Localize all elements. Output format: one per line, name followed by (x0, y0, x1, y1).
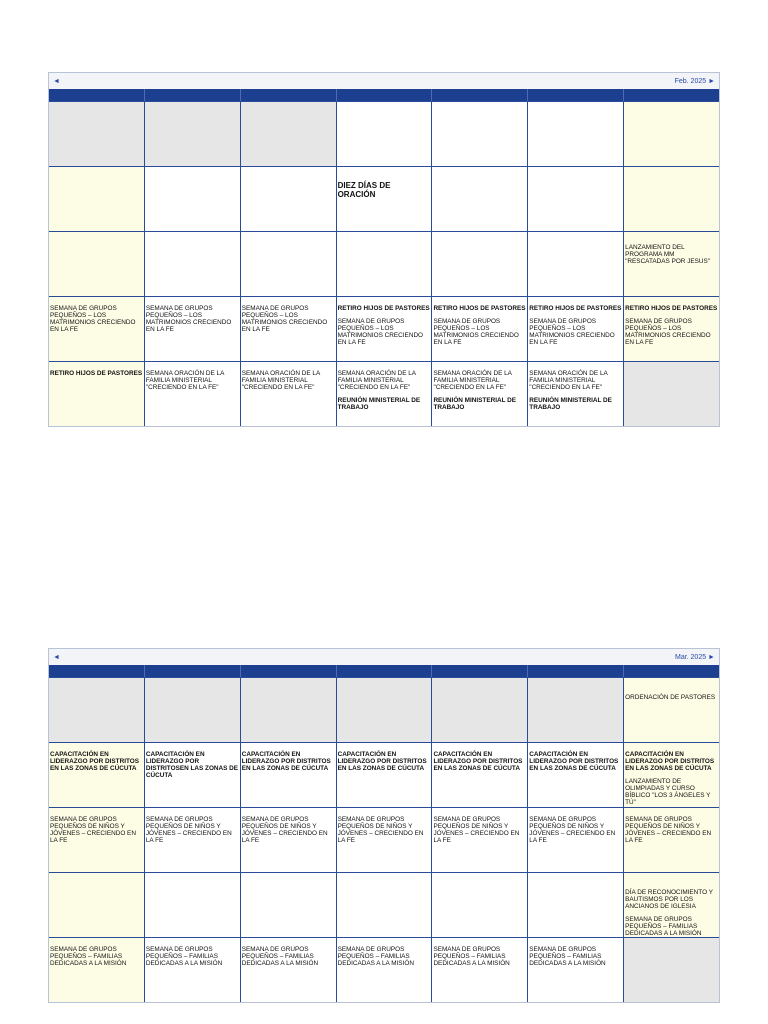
day-cell[interactable] (337, 743, 433, 807)
weekday-header-cell (145, 665, 241, 677)
calendar-nav-bar (49, 73, 719, 89)
calendar-event[interactable]: REUNIÓN MINISTERIAL DE TRABAJO (337, 397, 421, 411)
day-cell[interactable] (528, 167, 624, 231)
week-row (49, 231, 719, 296)
day-cell[interactable] (145, 297, 241, 361)
calendar-event[interactable]: CAPACITACIÓN EN LIDERAZGO POR DISTRITOS EN LAS ZONAS DE CÚCUTA (337, 751, 427, 772)
calendar-event[interactable]: CAPACITACIÓN EN LIDERAZGO POR DISTRITOS EN LAS ZONAS DE CÚCUTA (50, 751, 140, 772)
day-cell[interactable] (337, 297, 433, 361)
month-grid (49, 101, 719, 426)
week-row (49, 296, 719, 361)
week-row (49, 677, 719, 742)
day-cell[interactable] (432, 362, 528, 426)
day-cell[interactable] (624, 232, 719, 296)
day-cell[interactable] (145, 102, 241, 166)
day-cell[interactable] (624, 873, 719, 937)
day-cell[interactable] (624, 362, 719, 426)
day-cell[interactable] (624, 938, 719, 1002)
calendar-event[interactable]: RETIRO HIJOS DE PASTORES (529, 305, 622, 312)
day-cell[interactable] (337, 167, 433, 231)
day-cell[interactable] (49, 743, 145, 807)
calendar-event[interactable]: SEMANA DE GRUPOS PEQUEÑOS – FAMILIAS DEDICADAS A LA MISIÓN (625, 916, 702, 937)
calendar-event[interactable]: SEMANA DE GRUPOS PEQUEÑOS – FAMILIAS DEDICADAS A LA MISIÓN (145, 946, 223, 967)
week-row (49, 361, 719, 426)
day-cell[interactable] (241, 167, 337, 231)
day-cell[interactable] (337, 873, 433, 937)
calendar-event[interactable]: SEMANA DE GRUPOS PEQUEÑOS – LOS MATRIMONIOS CRECIENDO EN LA FE (529, 318, 615, 346)
calendar-event[interactable]: LANZAMIENTO DE OLIMPIADAS Y CURSO BÍBLICO "LOS 3 ÁNGELES Y TÚ" (625, 778, 711, 806)
day-cell[interactable] (432, 808, 528, 872)
calendar-event[interactable]: SEMANA DE GRUPOS PEQUEÑOS – LOS MATRIMONIOS CRECIENDO EN LA FE (337, 318, 424, 346)
day-cell[interactable] (528, 102, 624, 166)
day-cell[interactable] (624, 167, 719, 231)
day-cell[interactable] (49, 873, 145, 937)
week-row (49, 742, 719, 807)
next-month-link[interactable]: Feb. 2025 ► (674, 77, 715, 85)
calendar-event[interactable]: SEMANA ORACIÓN DE LA FAMILIA MINISTERIAL "CRECIENDO EN LA FE" (145, 370, 224, 391)
week-row (49, 807, 719, 872)
calendar-event[interactable]: SEMANA ORACIÓN DE LA FAMILIA MINISTERIAL "CRECIENDO EN LA FE" (529, 370, 608, 391)
day-cell[interactable] (528, 297, 624, 361)
day-cell[interactable] (624, 743, 719, 807)
week-row (49, 872, 719, 937)
day-cell[interactable] (241, 232, 337, 296)
calendar-event[interactable]: CAPACITACIÓN EN LIDERAZGO POR DISTRITOS EN LAS ZONAS DE CÚCUTA (241, 751, 331, 772)
calendar-event[interactable]: CAPACITACIÓN EN LIDERAZGO POR DISTRITOS EN LAS ZONAS DE CÚCUTA (625, 751, 715, 772)
week-row (49, 937, 719, 1002)
calendar-event[interactable]: SEMANA DE GRUPOS PEQUEÑOS DE NIÑOS Y JÓVENES – CRECIENDO EN LA FE (529, 816, 616, 844)
weekday-header (49, 89, 719, 101)
weekday-header-cell (49, 665, 145, 677)
calendar-event[interactable]: RETIRO HIJOS DE PASTORES (337, 305, 430, 312)
calendar-event[interactable]: CAPACITACIÓN EN LIDERAZGO POR DISTRITOS EN LAS ZONAS DE CÚCUTA (433, 751, 523, 772)
next-month-link[interactable]: Mar. 2025 ► (674, 653, 715, 661)
calendar-event[interactable]: RETIRO HIJOS DE PASTORES (50, 370, 143, 377)
weekday-header-cell (337, 89, 433, 101)
weekday-header-cell (241, 89, 337, 101)
calendar-event[interactable]: SEMANA ORACIÓN DE LA FAMILIA MINISTERIAL "CRECIENDO EN LA FE" (241, 370, 320, 391)
day-cell[interactable] (624, 808, 719, 872)
calendar-event[interactable]: SEMANA DE GRUPOS PEQUEÑOS DE NIÑOS Y JÓVENES – CRECIENDO EN LA FE (241, 816, 328, 844)
calendar-event[interactable]: SEMANA DE GRUPOS PEQUEÑOS – FAMILIAS DEDICADAS A LA MISIÓN (529, 946, 606, 967)
day-cell[interactable] (145, 938, 241, 1002)
calendar-event[interactable]: SEMANA ORACIÓN DE LA FAMILIA MINISTERIAL "CRECIENDO EN LA FE" (337, 370, 416, 391)
day-cell[interactable] (528, 808, 624, 872)
calendar-nav-bar (49, 649, 719, 665)
day-cell[interactable] (241, 743, 337, 807)
day-cell[interactable] (337, 938, 433, 1002)
day-cell[interactable] (145, 362, 241, 426)
day-cell[interactable] (49, 938, 145, 1002)
day-cell[interactable] (337, 678, 433, 742)
weekday-header-cell (624, 89, 719, 101)
day-cell[interactable] (145, 678, 241, 742)
day-cell[interactable] (145, 743, 241, 807)
day-cell[interactable] (432, 873, 528, 937)
calendar-event[interactable]: RETIRO HIJOS DE PASTORES (625, 305, 718, 312)
day-cell[interactable] (49, 167, 145, 231)
day-cell[interactable] (241, 678, 337, 742)
calendar-event[interactable]: SEMANA DE GRUPOS PEQUEÑOS – FAMILIAS DEDICADAS A LA MISIÓN (337, 946, 414, 967)
day-cell[interactable] (49, 362, 145, 426)
prev-month-arrow-icon[interactable]: ◄ (53, 653, 60, 661)
day-cell[interactable] (145, 873, 241, 937)
day-cell[interactable] (528, 938, 624, 1002)
calendar-event[interactable]: DÍA DE RECONOCIMIENTO Y BAUTISMOS POR LOS ANCIANOS DE IGLESIA (625, 889, 713, 910)
day-cell[interactable] (49, 102, 145, 166)
day-cell[interactable] (241, 297, 337, 361)
calendar-event[interactable]: SEMANA DE GRUPOS PEQUEÑOS DE NIÑOS Y JÓVENES – CRECIENDO EN LA FE (50, 816, 136, 844)
day-cell[interactable] (337, 232, 433, 296)
day-cell[interactable] (145, 232, 241, 296)
weekday-header-cell (49, 89, 145, 101)
calendar-event[interactable]: CAPACITACIÓN EN LIDERAZGO POR DISTRITOSEN LAS ZONAS DE CÚCUTA (145, 751, 239, 779)
day-cell[interactable] (337, 102, 433, 166)
day-cell[interactable] (241, 102, 337, 166)
day-cell[interactable] (49, 808, 145, 872)
day-cell[interactable] (432, 102, 528, 166)
weekday-header-cell (528, 89, 624, 101)
week-row (49, 101, 719, 166)
weekday-header-cell (145, 89, 241, 101)
calendar-event[interactable]: SEMANA DE GRUPOS PEQUEÑOS – FAMILIAS DEDICADAS A LA MISIÓN (433, 946, 510, 967)
day-cell[interactable] (528, 873, 624, 937)
calendar-event[interactable]: SEMANA DE GRUPOS PEQUEÑOS – LOS MATRIMONIOS CRECIENDO EN LA FE (145, 305, 232, 333)
day-cell[interactable] (337, 808, 433, 872)
day-cell[interactable] (241, 808, 337, 872)
weekday-header-cell (337, 665, 433, 677)
calendar-event[interactable]: SEMANA DE GRUPOS PEQUEÑOS – FAMILIAS DEDICADAS A LA MISIÓN (241, 946, 319, 967)
day-cell[interactable] (49, 678, 145, 742)
weekday-header-cell (241, 665, 337, 677)
weekday-header-cell (528, 665, 624, 677)
prev-month-arrow-icon[interactable]: ◄ (53, 77, 60, 85)
day-cell[interactable] (624, 102, 719, 166)
calendar-event[interactable]: SEMANA DE GRUPOS PEQUEÑOS DE NIÑOS Y JÓVENES – CRECIENDO EN LA FE (145, 816, 232, 844)
calendar-event[interactable]: CAPACITACIÓN EN LIDERAZGO POR DISTRITOS EN LAS ZONAS DE CÚCUTA (529, 751, 619, 772)
day-cell[interactable] (528, 232, 624, 296)
calendar-event[interactable]: ORDENACIÓN DE PASTORES (625, 694, 716, 701)
calendar-event[interactable]: SEMANA ORACIÓN DE LA FAMILIA MINISTERIAL "CRECIENDO EN LA FE" (433, 370, 512, 391)
day-cell[interactable] (337, 362, 433, 426)
weekday-header-cell (432, 665, 528, 677)
day-cell[interactable] (624, 297, 719, 361)
calendar-event[interactable]: RETIRO HIJOS DE PASTORES (433, 305, 526, 312)
weekday-header (49, 665, 719, 677)
day-cell[interactable] (528, 362, 624, 426)
calendar-event[interactable]: SEMANA DE GRUPOS PEQUEÑOS DE NIÑOS Y JÓVENES – CRECIENDO EN LA FE (625, 816, 712, 844)
calendar-event[interactable]: SEMANA DE GRUPOS PEQUEÑOS DE NIÑOS Y JÓVENES – CRECIENDO EN LA FE (337, 816, 424, 844)
day-cell[interactable] (241, 362, 337, 426)
weekday-header-cell (624, 665, 719, 677)
day-cell[interactable] (528, 678, 624, 742)
day-cell[interactable] (432, 232, 528, 296)
week-row (49, 166, 719, 231)
day-cell[interactable] (432, 743, 528, 807)
calendar-event[interactable]: SEMANA DE GRUPOS PEQUEÑOS – LOS MATRIMONIOS CRECIENDO EN LA FE (241, 305, 328, 333)
calendar-event[interactable]: REUNIÓN MINISTERIAL DE TRABAJO (529, 397, 612, 411)
calendar-event[interactable]: SEMANA DE GRUPOS PEQUEÑOS – LOS MATRIMONIOS CRECIENDO EN LA FE (625, 318, 711, 346)
weekday-header-cell (432, 89, 528, 101)
day-cell[interactable] (624, 678, 719, 742)
day-cell[interactable] (241, 873, 337, 937)
day-cell[interactable] (528, 743, 624, 807)
day-cell[interactable] (241, 938, 337, 1002)
calendar-event[interactable]: DIEZ DÍAS DE ORACIÓN (337, 181, 391, 199)
day-cell[interactable] (432, 938, 528, 1002)
calendar-event[interactable]: SEMANA DE GRUPOS PEQUEÑOS – FAMILIAS DEDICADAS A LA MISIÓN (50, 946, 127, 967)
month-grid (49, 677, 719, 1002)
day-cell[interactable] (49, 232, 145, 296)
calendar-event[interactable]: REUNIÓN MINISTERIAL DE TRABAJO (433, 397, 517, 411)
day-cell[interactable] (432, 678, 528, 742)
calendar-event[interactable]: SEMANA DE GRUPOS PEQUEÑOS – LOS MATRIMONIOS CRECIENDO EN LA FE (50, 305, 136, 333)
calendar-event[interactable]: SEMANA DE GRUPOS PEQUEÑOS DE NIÑOS Y JÓVENES – CRECIENDO EN LA FE (433, 816, 520, 844)
day-cell[interactable] (145, 808, 241, 872)
calendar-february (48, 72, 720, 427)
calendar-event[interactable]: SEMANA DE GRUPOS PEQUEÑOS – LOS MATRIMONIOS CRECIENDO EN LA FE (433, 318, 519, 346)
day-cell[interactable] (145, 167, 241, 231)
day-cell[interactable] (49, 297, 145, 361)
day-cell[interactable] (432, 297, 528, 361)
day-cell[interactable] (432, 167, 528, 231)
calendar-event[interactable]: LANZAMIENTO DEL PROGRAMA MM "RESCATADAS POR JESUS" (625, 244, 711, 265)
calendar-march (48, 648, 720, 1003)
